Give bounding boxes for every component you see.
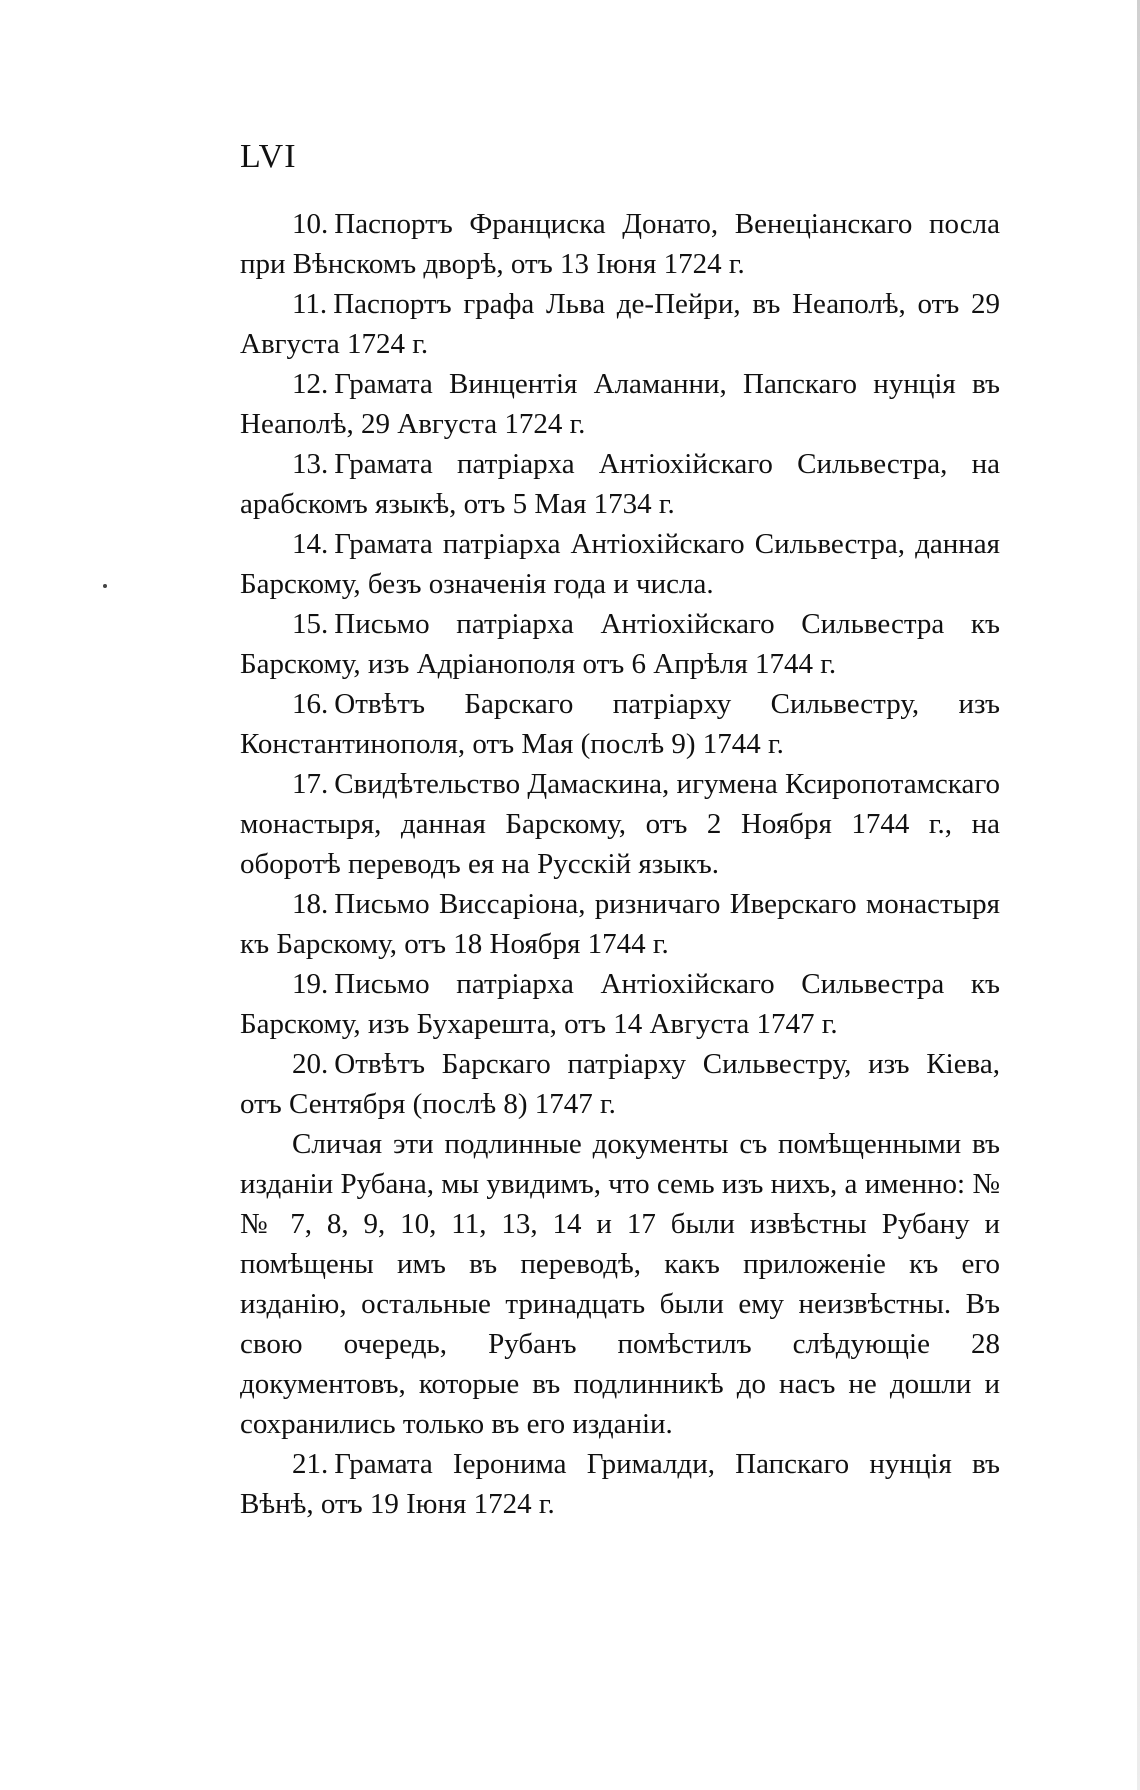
entry-number: 21. bbox=[292, 1448, 329, 1480]
entry-text: Свидѣтельство Дамаскина, игумена Ксиропотамскаго монастыря, данная Барскому, отъ 2 Ноября 1744 г., на оборотѣ переводъ ея на Русскій языкъ. bbox=[240, 768, 1000, 880]
entry-text: Грамата патріарха Антіохійскаго Сильвестра, данная Барскому, безъ означенія года и числа. bbox=[240, 528, 1000, 600]
entry-text: Письмо патріарха Антіохійскаго Сильвестра къ Барскому, изъ Бухарешта, отъ 14 Августа 1747 г. bbox=[240, 968, 1000, 1040]
entry-number: 18. bbox=[292, 888, 329, 920]
entry-number: 15. bbox=[292, 608, 329, 640]
document-entry-19 bbox=[240, 964, 1000, 1044]
document-entry-20 bbox=[240, 1044, 1000, 1124]
document-entry-15 bbox=[240, 604, 1000, 684]
body-paragraph: Сличая эти подлинные документы съ помѣщенными въ изданіи Рубана, мы увидимъ, что семь изъ нихъ, а именно: №№ 7, 8, 9, 10, 11, 13, 14 и 17 были извѣстны Рубану и помѣщены имъ въ переводѣ, какъ приложеніе къ его изданію, остальные тринадцать были ему неизвѣстны. Въ свою очередь, Рубанъ помѣстилъ слѣдующіе 28 документовъ, которые въ подлинникѣ до насъ не дошли и сохранились только въ его изданіи. bbox=[240, 1128, 1000, 1440]
entry-text: Паспортъ Франциска Донато, Венеціанскаго посла при Вѣнскомъ дворѣ, отъ 13 Іюня 1724 г. bbox=[240, 208, 1000, 280]
document-entry-13 bbox=[240, 444, 1000, 524]
entry-number: 14. bbox=[292, 528, 329, 560]
page-text bbox=[240, 204, 1000, 1524]
entry-text: Отвѣтъ Барскаго патріарху Сильвестру, изъ Кіева, отъ Сентября (послѣ 8) 1747 г. bbox=[240, 1048, 1000, 1120]
entry-text: Грамата патріарха Антіохійскаго Сильвестра, на арабскомъ языкѣ, отъ 5 Мая 1734 г. bbox=[240, 448, 1000, 520]
document-entry-11 bbox=[240, 284, 1000, 364]
entry-number: 17. bbox=[292, 768, 329, 800]
entry-number: 16. bbox=[292, 688, 329, 720]
entry-text: Письмо Виссаріона, ризничаго Иверскаго монастыря къ Барскому, отъ 18 Ноября 1744 г. bbox=[240, 888, 1000, 960]
entry-text: Отвѣтъ Барскаго патріарху Сильвестру, изъ Константинополя, отъ Мая (послѣ 9) 1744 г. bbox=[240, 688, 1000, 760]
document-entry-12 bbox=[240, 364, 1000, 444]
document-entry-14 bbox=[240, 524, 1000, 604]
entry-number: 20. bbox=[292, 1048, 329, 1080]
entry-number: 11. bbox=[292, 288, 328, 320]
entry-text: Письмо патріарха Антіохійскаго Сильвестра къ Барскому, изъ Адріанополя отъ 6 Апрѣля 1744 г. bbox=[240, 608, 1000, 680]
entry-number: 12. bbox=[292, 368, 329, 400]
entry-number: 19. bbox=[292, 968, 329, 1000]
document-entry-10 bbox=[240, 204, 1000, 284]
entry-text: Грамата Винцентія Аламанни, Папскаго нунція въ Неаполѣ, 29 Августа 1724 г. bbox=[240, 368, 1000, 440]
document-entry-16 bbox=[240, 684, 1000, 764]
entry-text: Паспортъ графа Льва де-Пейри, въ Неаполѣ, отъ 29 Августа 1724 г. bbox=[240, 288, 1000, 360]
page-number: LVI bbox=[240, 138, 297, 175]
entry-number: 13. bbox=[292, 448, 329, 480]
document-entry-21 bbox=[240, 1444, 1000, 1524]
document-entry-18 bbox=[240, 884, 1000, 964]
document-entry-17 bbox=[240, 764, 1000, 884]
entry-number: 10. bbox=[292, 208, 329, 240]
scan-speck bbox=[103, 584, 107, 588]
entry-text: Грамата Іеронима Грималди, Папскаго нунція въ Вѣнѣ, отъ 19 Іюня 1724 г. bbox=[240, 1448, 1000, 1520]
